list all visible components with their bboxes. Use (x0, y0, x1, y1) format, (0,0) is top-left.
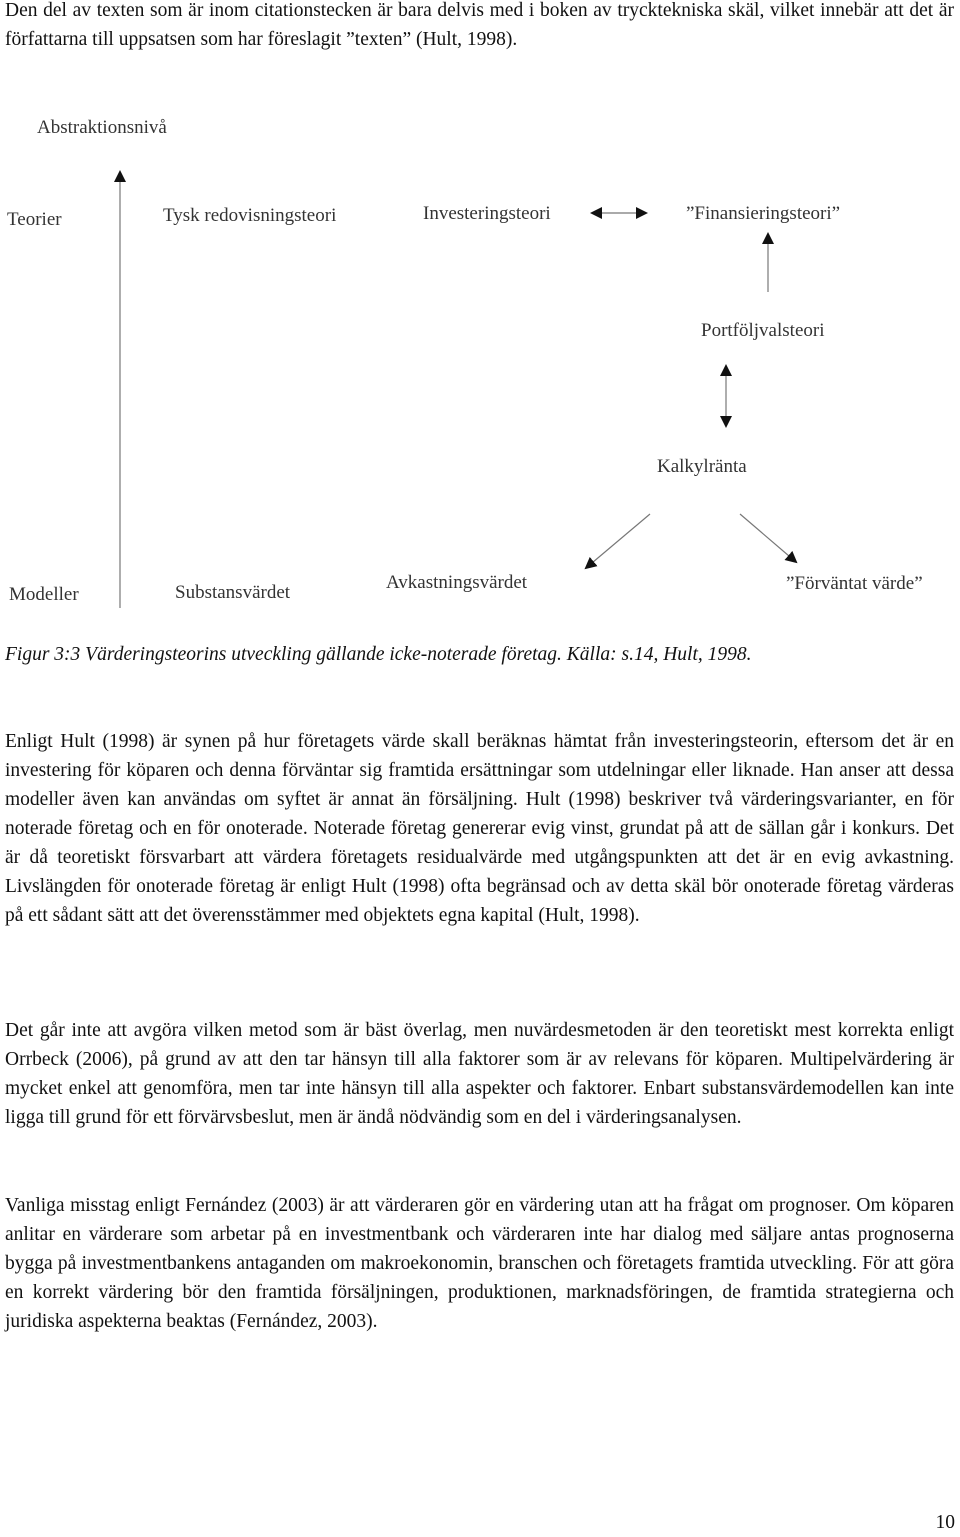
node-finansieringsteori: ”Finansieringsteori” (686, 203, 841, 224)
node-substansvardet: Substansvärdet (175, 582, 291, 603)
axis-label: Abstraktionsnivå (37, 117, 167, 138)
node-forvantat-varde: ”Förväntat värde” (786, 573, 923, 594)
figure-caption: Figur 3:3 Värderingsteorins utveckling gällande icke-noterade företag. Källa: s.14, Hult, 1998. (5, 644, 752, 665)
node-avkastningsvardet: Avkastningsvärdet (386, 572, 528, 593)
node-kalkylranta: Kalkylränta (657, 456, 747, 477)
node-investeringsteori: Investeringsteori (423, 203, 551, 224)
row-label-models: Modeller (9, 584, 79, 605)
body-paragraph-1: Enligt Hult (1998) är synen på hur företagets värde skall beräknas hämtat från investeringsteorin, eftersom det är en investering för köparen och denna förväntar sig framtida ersättningar som utdelningar eller liknade. Han anser att dessa modeller även kan användas om syftet är annat än försäljning. Hult (1998) beskriver två värderingsvarianter, en för noterade företag och en för onoterade. Noterade företag genererar evig vinst, grundat på att de sällan går i konkurs. Det är då teoretiskt försvarbart att värdera företagets residualvärde med utgångspunkten att det är en evig avkastning. Livslängden för onoterade företag är enligt Hult (1998) ofta begränsad och av detta skäl bör onoterade företag värderas på ett sådant sätt att det överensstämmer med objektets egna kapital (Hult, 1998). (5, 731, 954, 926)
body-paragraph-3: Vanliga misstag enligt Fernández (2003) är att värderaren gör en värdering utan att ha frågat om prognoser. Om köparen anlitar en värderare som arbetar på en investmentbank och värderaren inte har dialog med säljare antas prognoserna bygga på investmentbankens antaganden om makroekonomin, branschen och företagets framtida utveckling. För att göra en korrekt värdering bör den framtida försäljningen, produktionen, marknadsföringen, de framtida strategierna och juridiska aspekterna beaktas (Fernández, 2003). (5, 1195, 954, 1332)
intro-paragraph: Den del av texten som är inom citationstecken är bara delvis med i boken av trycktekniska skäl, vilket innebär att det är författarna till uppsatsen som har föreslagit ”texten” (Hult, 1998). (5, 0, 954, 50)
rate-to-yield-arrow (586, 514, 650, 568)
node-portfoljvalsteori: Portföljvalsteori (701, 320, 825, 341)
node-tysk-redovisningsteori: Tysk redovisningsteori (163, 205, 337, 226)
row-label-theories: Teorier (7, 209, 62, 230)
rate-to-expected-arrow (740, 514, 796, 562)
page-number: 10 (935, 1512, 955, 1533)
body-paragraph-2: Det går inte att avgöra vilken metod som är bäst överlag, men nuvärdesmetoden är den teoretiskt mest korrekta enligt Orrbeck (2006), på grund av att den tar hänsyn till alla faktorer som är av relevans för köparen. Multipelvärdering är mycket enkel att genomföra, men tar inte hänsyn till alla aspekter och faktorer. Enbart substansvärdemodellen kan inte ligga till grund för ett förvärvsbeslut, men är ändå nödvändig som en del i värderingsanalysen. (5, 1020, 954, 1128)
